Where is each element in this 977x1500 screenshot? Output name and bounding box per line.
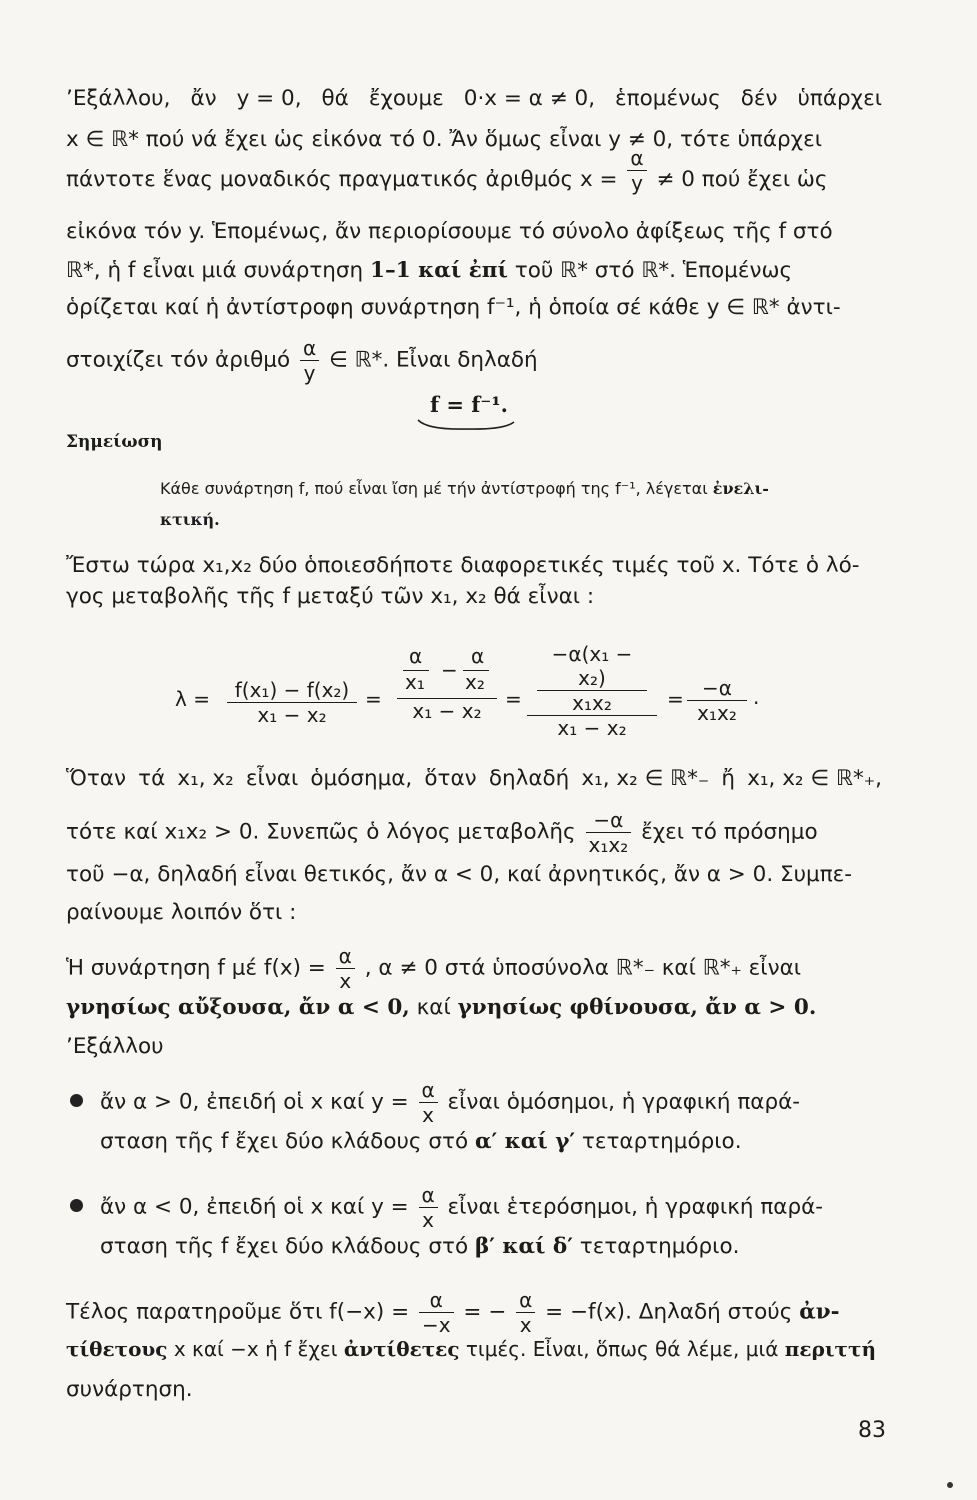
word: ὅταν <box>424 766 477 791</box>
numerator: −α <box>687 676 747 701</box>
text: ἔχει τό πρόσημο <box>641 819 818 845</box>
bold-term: ἀν- <box>799 1299 840 1325</box>
fraction-f <box>227 678 357 727</box>
bullet-icon <box>70 1094 83 1107</box>
word: x₁, x₂ ∈ ℝ*₋ <box>581 766 710 791</box>
alpha: α <box>471 644 485 668</box>
word: δέν <box>740 86 778 111</box>
bullet-1-line-1 <box>100 1078 882 1127</box>
text: τεταρτημόριο. <box>579 1234 740 1259</box>
text: σταση τῆς f ἔχει δύο κλάδους στό <box>100 1234 469 1259</box>
text: τιμές. Εἶναι, ὅπως θά λέμε, μιά <box>465 1337 779 1361</box>
p1-line-6: ὁρίζεται καί ἡ ἀντίστροφη συνάρτηση f⁻¹, ἡ ὁποία σέ κάθε y ∈ ℝ* ἀντι- <box>66 295 841 320</box>
word: εἶναι <box>245 766 299 791</box>
note-heading: Σημείωση <box>66 432 163 452</box>
note-body-2 <box>160 505 882 535</box>
equals: = <box>365 687 382 711</box>
word: ’Εξάλλου, <box>66 86 171 111</box>
fraction-a-over-x: $\frac{\alpha}{x}$ <box>336 944 355 993</box>
fraction-a-over-x: $\frac{\alpha}{x}$ <box>419 1078 438 1127</box>
bold-term: ἐνελι- <box>712 479 769 498</box>
text: στοιχίζει τόν ἀριθμό <box>66 347 291 373</box>
word: ὑπάρχει <box>797 86 882 111</box>
fraction-a-over-x: $\frac{\alpha}{x}$ <box>516 1288 535 1337</box>
x1: x₁ <box>405 670 425 694</box>
text: ἄν α > 0, ἐπειδή οἱ x καί y = <box>100 1089 409 1115</box>
word: y = 0, <box>236 86 302 111</box>
conclusion-line-2 <box>66 993 882 1023</box>
word: 0·x = α ≠ 0, <box>463 86 596 111</box>
word: ἄν <box>190 86 217 111</box>
text: ≠ 0 πού ἔχει ὡς <box>656 167 828 192</box>
numerator: −α(x₁ − x₂) <box>537 642 647 691</box>
final-line-3: συνάρτηση. <box>66 1377 193 1402</box>
denominator: x₁ − x₂ <box>412 699 482 723</box>
fraction-factored <box>527 642 657 740</box>
p3-line-1 <box>66 764 882 794</box>
text: ἄν α < 0, ἐπειδή οἱ x καί y = <box>100 1194 409 1220</box>
word: δηλαδή <box>488 766 570 791</box>
p1-line-3 <box>66 145 882 195</box>
text: τεταρτημόριο. <box>581 1129 742 1154</box>
p1-line-4: εἰκόνα τόν y. Ἑπομένως, ἄν περιορίσουμε τό σύνολο ἀφίξεως τῆς f στό <box>66 219 833 244</box>
bold-term: κτική. <box>160 510 220 529</box>
denominator: x₁ − x₂ <box>257 703 327 727</box>
text: = − <box>463 1299 507 1325</box>
text: Κάθε συνάρτηση f, πού εἶναι ἴση μέ τήν ἀντίστροφή της f⁻¹, λέγεται <box>160 479 708 498</box>
bold-term: ἀντίθετες <box>343 1337 460 1361</box>
inner-denominator: x₁x₂ <box>527 691 657 716</box>
p1-line-5 <box>66 256 882 286</box>
text: πάντοτε ἕνας μοναδικός πραγματικός ἀριθμός x = <box>66 167 618 192</box>
bullet-icon <box>70 1199 83 1212</box>
word: Ὅταν <box>66 766 126 791</box>
page-number: 83 <box>858 1418 886 1443</box>
fraction-a-over-y: $\frac{\alpha}{y}$ <box>300 336 319 385</box>
word: ἑπομένως <box>615 86 721 111</box>
p1-line-2: x ∈ ℝ* πού νά ἔχει ὡς εἰκόνα τό 0. Ἄν ὅμως εἶναι y ≠ 0, τότε ὑπάρχει <box>66 127 822 152</box>
final-line-2 <box>66 1334 882 1364</box>
text: σταση τῆς f ἔχει δύο κλάδους στό <box>100 1129 469 1154</box>
fraction-diff <box>397 640 497 723</box>
p3-line-3: τοῦ −α, δηλαδή εἶναι θετικός, ἄν α < 0, καί ἀρνητικός, ἄν α > 0. Συμπε- <box>66 862 853 887</box>
final-line-1 <box>66 1288 882 1337</box>
text: Τέλος παρατηροῦμε ὅτι f(−x) = <box>66 1299 410 1325</box>
word: τά <box>138 766 166 791</box>
p3-line-4: ραίνουμε λοιπόν ὅτι : <box>66 900 297 925</box>
bullet-2-line-1 <box>100 1183 882 1232</box>
word: ἤ <box>721 766 736 791</box>
formula-f-equals-inverse: f = f⁻¹. <box>430 392 508 417</box>
minus: − <box>441 658 458 682</box>
p1-line-1 <box>66 84 882 114</box>
text: x καί −x ἡ f ἔχει <box>173 1337 338 1361</box>
fraction-a-over-y: $\frac{\alpha}{y}$ <box>627 146 646 195</box>
bold-term: 1–1 καί ἐπί <box>370 258 508 283</box>
text: = −f(x). Δηλαδή στούς <box>545 1299 793 1325</box>
bold-term: β′ καί δ′ <box>474 1234 573 1259</box>
bullet-1-line-2 <box>100 1127 882 1157</box>
p1-line-7 <box>66 336 882 385</box>
conclusion-line-3: ’Εξάλλου <box>66 1034 164 1059</box>
bold-term: α′ καί γ′ <box>474 1129 576 1154</box>
text: ℝ*, ἡ f εἶναι μιά συνάρτηση <box>66 258 364 283</box>
text: Ἡ συνάρτηση f μέ f(x) = <box>66 955 326 981</box>
text: , α ≠ 0 στά ὑποσύνολα ℝ*₋ καί ℝ*₊ εἶναι <box>364 955 802 981</box>
lambda: λ = <box>175 687 210 711</box>
p2-line-2: γος μεταβολῆς τῆς f μεταξύ τῶν x₁, x₂ θά εἶναι : <box>66 584 595 609</box>
word: ἔχουμε <box>368 86 444 111</box>
equals: = <box>505 687 522 711</box>
rate-of-change-equation <box>175 640 795 740</box>
text: τοῦ ℝ* στό ℝ*. Ἑπομένως <box>514 258 793 283</box>
fraction-result <box>687 676 747 725</box>
x2: x₂ <box>465 670 485 694</box>
text: εἶναι ἑτερόσημοι, ἡ γραφική παρά- <box>447 1194 824 1220</box>
bullet-2-line-2 <box>100 1232 882 1262</box>
text: καί <box>416 995 451 1020</box>
formula-underline <box>416 418 516 432</box>
bold-term: γνησίως φθίνουσα, ἄν α > 0. <box>457 995 817 1020</box>
fraction-a-over-neg-x: $\frac{\alpha}{-x}$ <box>419 1288 454 1337</box>
denominator: x₁ − x₂ <box>557 716 627 740</box>
text: εἶναι ὁμόσημοι, ἡ γραφική παρά- <box>447 1089 801 1115</box>
p3-line-2 <box>66 808 882 857</box>
bold-term: τίθετους <box>66 1337 168 1361</box>
bold-term: γνησίως αὔξουσα, ἄν α < 0, <box>66 995 410 1020</box>
period: . <box>753 685 760 709</box>
alpha: α <box>409 644 423 668</box>
word: x₁, x₂ <box>177 766 234 791</box>
print-mark <box>947 1482 953 1488</box>
equals: = <box>667 687 684 711</box>
text: τότε καί x₁x₂ > 0. Συνεπῶς ὁ λόγος μεταβολῆς <box>66 819 576 845</box>
note-body <box>160 474 882 504</box>
conclusion-line-1 <box>66 944 882 993</box>
numerator: f(x₁) − f(x₂) <box>227 678 357 703</box>
denominator: x₁x₂ <box>697 701 737 725</box>
bold-term: περιττή <box>784 1337 876 1361</box>
p2-line-1: Ἔστω τώρα x₁,x₂ δύο ὁποιεσδήποτε διαφορετικές τιμές τοῦ x. Τότε ὁ λό- <box>66 553 860 578</box>
word: x₁, x₂ ∈ ℝ*₊, <box>747 766 882 791</box>
text: ∈ ℝ*. Εἶναι δηλαδή <box>329 347 538 373</box>
word: θά <box>321 86 349 111</box>
word: ὁμόσημα, <box>310 766 413 791</box>
fraction-a-over-x: $\frac{\alpha}{x}$ <box>419 1183 438 1232</box>
fraction-neg-a-over-x1x2: $\frac{-\alpha}{\text{x₁x₂}}$ <box>586 808 632 857</box>
